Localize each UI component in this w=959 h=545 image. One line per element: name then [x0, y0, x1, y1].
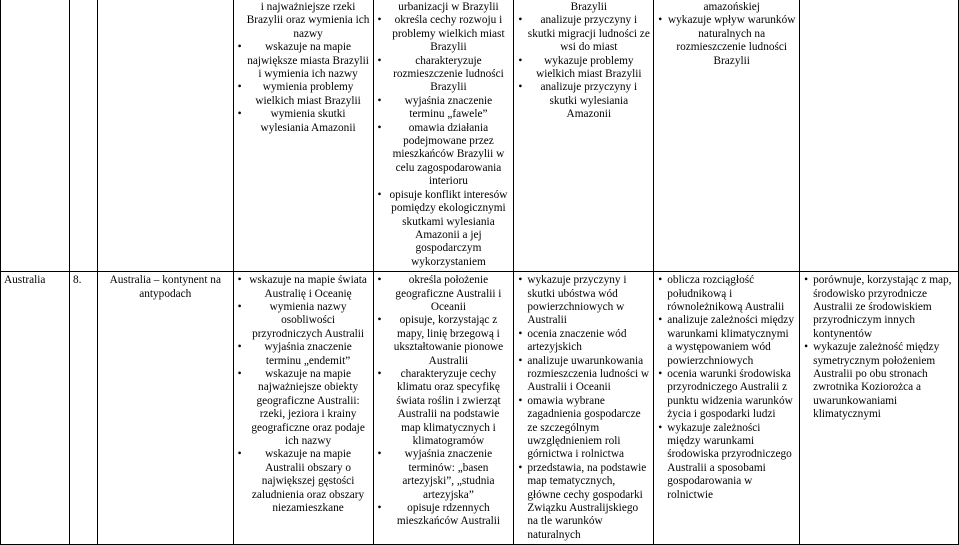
list-item: • opisuje konflikt interesów pomiędzy ekologicznymi skutkami wylesiania Amazonii a jej gospodarczym wykorzystaniem: [377, 189, 511, 269]
list-item: • opisuje, korzystając z mapy, linię brzegową i ukształtowanie pionowe Australii: [377, 314, 511, 368]
list-item: • wskazuje na mapie Australii obszary o największej gęstości zaludnienia oraz obszary niezamieszkane: [237, 448, 370, 515]
requirements-excellent: [800, 0, 959, 272]
list-item: • wykazuje zależności między warunkami środowiska przyrodniczego Australii a sposobami gospodarowania w rolnictwie: [657, 422, 796, 502]
list-item: • porównuje, korzystając z map, środowisko przyrodnicze Australii ze środowiskiem przyrodniczym innych kontynentów: [803, 274, 955, 341]
list-item: Brazylii: [570, 1, 608, 13]
list-item: • wyjaśnia znaczenie terminu „endemit”: [237, 341, 370, 368]
list-item: • analizuje przyczyny i skutki wylesiania Amazonii: [517, 81, 650, 121]
requirements-basic: [233, 0, 373, 272]
list-item: • analizuje przyczyny i skutki migracji ludności ze wsi do miast: [517, 14, 650, 54]
requirements-high: [654, 0, 800, 272]
requirements-excellent: [800, 272, 959, 545]
region-label: Australia: [1, 272, 70, 545]
requirements-advanced: [514, 0, 654, 272]
list-item: • wykazuje zależność między symetrycznym położeniem Australii po obu stronach zwrotnika Koziorożca a uwarunkowaniami klimatycznymi: [803, 341, 955, 421]
list-item: • wyjaśnia znaczenie terminów: „basen artezyjski”, „studnia artezyjska”: [377, 448, 511, 502]
list-item: • wskazuje na mapie świata Australię i Oceanię: [237, 274, 370, 301]
list-item: • oblicza rozciągłość południkową i równoleżnikową Australii: [657, 274, 796, 314]
list-item: • wykazuje wpływ warunków naturalnych na rozmieszczenie ludności Brazylii: [657, 14, 796, 68]
lesson-number: 8.: [69, 272, 97, 545]
list-item: • analizuje uwarunkowania rozmieszczenia ludności w Australii i Oceanii: [517, 355, 650, 395]
list-item: • wykazuje przyczyny i skutki ubóstwa wód powierzchniowych w Australii: [517, 274, 650, 328]
list-item: • wskazuje na mapie najważniejsze obiekty geograficzne Australii: rzeki, jeziora i krainy geograficzne oraz podaje ich nazwy: [237, 368, 370, 448]
list-item: • charakteryzuje rozmieszczenie ludności Brazylii: [377, 55, 511, 95]
list-item: • omawia wybrane zagadnienia gospodarcze ze szczególnym uwzględnieniem roli górnictwa i rolnictwa: [517, 395, 650, 462]
requirements-high: [654, 272, 800, 545]
list-item: • przedstawia, na podstawie map tematycznych, główne cechy gospodarki Związku Australijskiego na tle warunków naturalnych: [517, 462, 650, 542]
lesson-topic: Australia – kontynent na antypodach: [97, 272, 233, 545]
list-item: • wymienia nazwy osobliwości przyrodniczych Australii: [237, 301, 370, 341]
list-item: • wymienia problemy wielkich miast Brazylii: [237, 81, 370, 108]
list-item: • analizuje zależności między warunkami klimatycznymi a występowaniem wód powierzchniowych: [657, 314, 796, 368]
requirements-intermediate: [373, 0, 514, 272]
list-item: • omawia działania podejmowane przez mieszkańców Brazylii w celu zagospodarowania interioru: [377, 122, 511, 189]
list-item: • określa położenie geograficzne Australii i Oceanii: [377, 274, 511, 314]
list-item: amazońskiej: [703, 1, 760, 13]
table-row-australia: [1, 272, 959, 545]
list-item: • ocenia znaczenie wód artezyjskich: [517, 328, 650, 355]
list-item: • wyjaśnia znaczenie terminu „fawele”: [377, 95, 511, 122]
requirements-advanced: [514, 272, 654, 545]
table-row-brazil: [1, 0, 959, 272]
list-item: • charakteryzuje cechy klimatu oraz specyfikę świata roślin i zwierząt Australii na podstawie map klimatycznych i klimatogramów: [377, 368, 511, 448]
list-item: i najważniejsze rzeki Brazylii oraz wymienia ich nazwy: [246, 1, 370, 40]
requirements-basic: [233, 272, 373, 545]
list-item: • określa cechy rozwoju i problemy wielkich miast Brazylii: [377, 14, 511, 54]
region-cell: [1, 0, 70, 272]
list-item: • wymienia skutki wylesiania Amazonii: [237, 108, 370, 135]
list-item: • ocenia warunki środowiska przyrodniczego Australii z punktu widzenia warunków życia i gospodarki ludzi: [657, 368, 796, 422]
list-item: • wykazuje problemy wielkich miast Brazylii: [517, 55, 650, 82]
number-cell: [69, 0, 97, 272]
list-item: • opisuje rdzennych mieszkańców Australii: [377, 502, 511, 529]
list-item: • wskazuje na mapie największe miasta Brazylii i wymienia ich nazwy: [237, 41, 370, 81]
requirements-intermediate: [373, 272, 514, 545]
topic-cell: [97, 0, 233, 272]
list-item: urbanizacji w Brazylii: [398, 1, 499, 13]
